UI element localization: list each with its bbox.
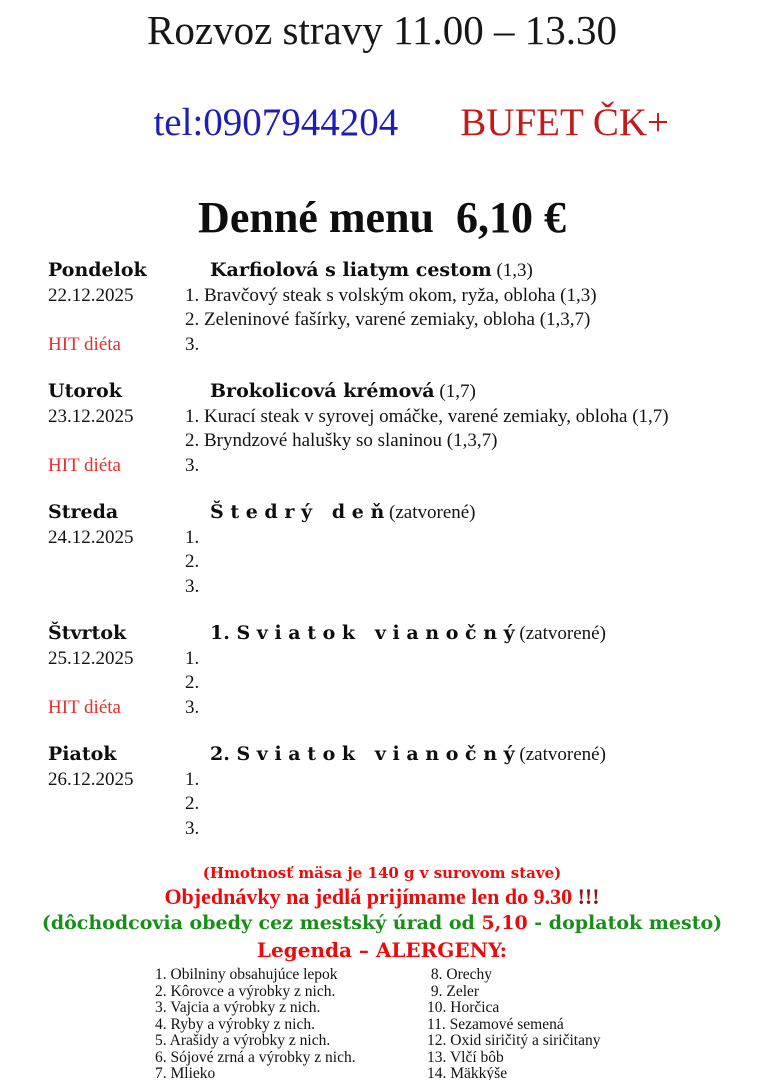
menu-item: 3. — [185, 454, 200, 476]
day-date: 24.12.2025 — [48, 526, 134, 548]
allergen-legend — [155, 967, 764, 1080]
allergen-item: 3. Vajcia a výrobky z nich. — [155, 999, 321, 1016]
day-block-pondelok — [0, 258, 764, 357]
soup-line — [185, 258, 764, 284]
menu-item: 3. — [185, 575, 200, 597]
footer-notes — [0, 863, 764, 963]
allergen-item: 1. Obilniny obsahujúce lepok — [155, 966, 338, 983]
pensioners-text-post: - doplatok mesto) — [527, 912, 723, 934]
menu-item: 2. Bryndzové halušky so slaninou (1,3,7) — [185, 430, 498, 451]
menu-item: 1. — [185, 768, 200, 790]
soup-name: Karfiolová s liatym cestom — [210, 259, 492, 281]
allergen-item: 12. Oxid siričitý a siričitany — [427, 1032, 601, 1049]
menu-header — [0, 6, 764, 244]
pensioners-note — [0, 910, 764, 937]
left-spacer — [0, 308, 185, 333]
contact-line — [0, 54, 764, 192]
left-spacer — [0, 550, 185, 575]
allergen-item: 8. Orechy — [427, 966, 492, 983]
allergen-item: 10. Horčica — [427, 999, 500, 1016]
left-spacer — [0, 792, 185, 817]
legend-title: Legenda – ALERGENY: — [256, 938, 508, 962]
menu-item: 3. — [185, 333, 200, 355]
soup-note: (zatvorené) — [519, 744, 606, 765]
soup-line — [185, 379, 764, 405]
left-spacer — [0, 817, 185, 842]
hit-dieta-label: HIT diéta — [48, 454, 121, 476]
legend-col-right — [427, 967, 764, 1080]
soup-note: (1,7) — [439, 381, 476, 402]
menu-item: 3. — [185, 696, 200, 718]
day-date: 22.12.2025 — [48, 284, 134, 306]
day-block-utorok — [0, 379, 764, 478]
menu-item: 1. Kurací steak v syrovej omáčke, varené zemiaky, obloha (1,7) — [185, 405, 669, 427]
soup-name: 1. S v i a t o k v i a n o č n ý — [210, 622, 515, 644]
day-name: Piatok — [48, 743, 117, 765]
menu-item: 3. — [185, 817, 200, 839]
allergen-item: 6. Sójové zrná a výrobky z nich. — [155, 1048, 356, 1066]
left-spacer — [0, 671, 185, 696]
soup-note: (zatvorené) — [389, 502, 476, 523]
legend-col-left — [155, 967, 427, 1080]
allergen-item: 14. Mäkkýše — [427, 1065, 508, 1080]
day-list — [0, 258, 764, 841]
menu-title: Denné menu 6,10 € — [198, 193, 566, 242]
brand-name: BUFET ČK+ — [460, 101, 670, 144]
day-name: Štvrtok — [48, 622, 127, 644]
orders-deadline-note — [0, 883, 764, 910]
menu-item: 2. Zeleninové fašírky, varené zemiaky, obloha (1,3,7) — [185, 309, 591, 330]
soup-line — [185, 621, 764, 647]
day-block-piatok — [0, 742, 764, 841]
pensioners-text-pre: (dôchodcovia obedy cez mestský úrad od — [41, 912, 482, 934]
allergen-item: 13. Vlčí bôb — [427, 1048, 504, 1066]
soup-line — [185, 742, 764, 768]
phone-number: tel:0907944204 — [153, 101, 399, 144]
left-spacer — [0, 575, 185, 600]
soup-note: (1,3) — [496, 260, 533, 281]
delivery-hours: Rozvoz stravy 11.00 – 13.30 — [147, 7, 617, 53]
allergen-item: 5. Arašidy a výrobky z nich. — [155, 1032, 331, 1049]
day-block-streda — [0, 500, 764, 599]
hit-dieta-label: HIT diéta — [48, 333, 121, 355]
soup-note: (zatvorené) — [519, 623, 606, 644]
orders-deadline-exclamation: !!! — [577, 884, 600, 909]
day-date: 26.12.2025 — [48, 768, 134, 790]
orders-deadline-text: Objednávky na jedlá prijímame len do 9.30 — [164, 884, 578, 909]
day-block-štvrtok — [0, 621, 764, 720]
meat-weight-note: (Hmotnosť mäsa je 140 g v surovom stave) — [202, 864, 562, 882]
menu-item: 1. — [185, 647, 200, 669]
menu-item: 1. — [185, 526, 200, 548]
left-spacer — [0, 429, 185, 454]
day-date: 25.12.2025 — [48, 647, 134, 669]
day-name: Utorok — [48, 380, 122, 402]
menu-item: 2. — [185, 793, 200, 814]
allergen-item: 9. Zeler — [427, 982, 480, 1000]
day-name: Streda — [48, 501, 119, 523]
day-name: Pondelok — [48, 259, 147, 281]
hit-dieta-label: HIT diéta — [48, 696, 121, 718]
allergen-item: 11. Sezamové semená — [427, 1015, 564, 1033]
soup-line — [185, 500, 764, 526]
day-date: 23.12.2025 — [48, 405, 134, 427]
pensioners-price: 5,10 — [481, 912, 528, 934]
soup-name: Š t e d r ý d e ň — [210, 501, 385, 523]
menu-item: 1. Bravčový steak s volským okom, ryža, obloha (1,3) — [185, 284, 597, 306]
allergen-item: 2. Kôrovce a výrobky z nich. — [155, 982, 336, 1000]
soup-name: Brokolicová krémová — [210, 380, 435, 402]
allergen-item: 4. Ryby a výrobky z nich. — [155, 1015, 315, 1033]
menu-item: 2. — [185, 672, 200, 693]
soup-name: 2. S v i a t o k v i a n o č n ý — [210, 743, 515, 765]
allergen-item: 7. Mlieko — [155, 1065, 216, 1080]
menu-item: 2. — [185, 551, 200, 572]
